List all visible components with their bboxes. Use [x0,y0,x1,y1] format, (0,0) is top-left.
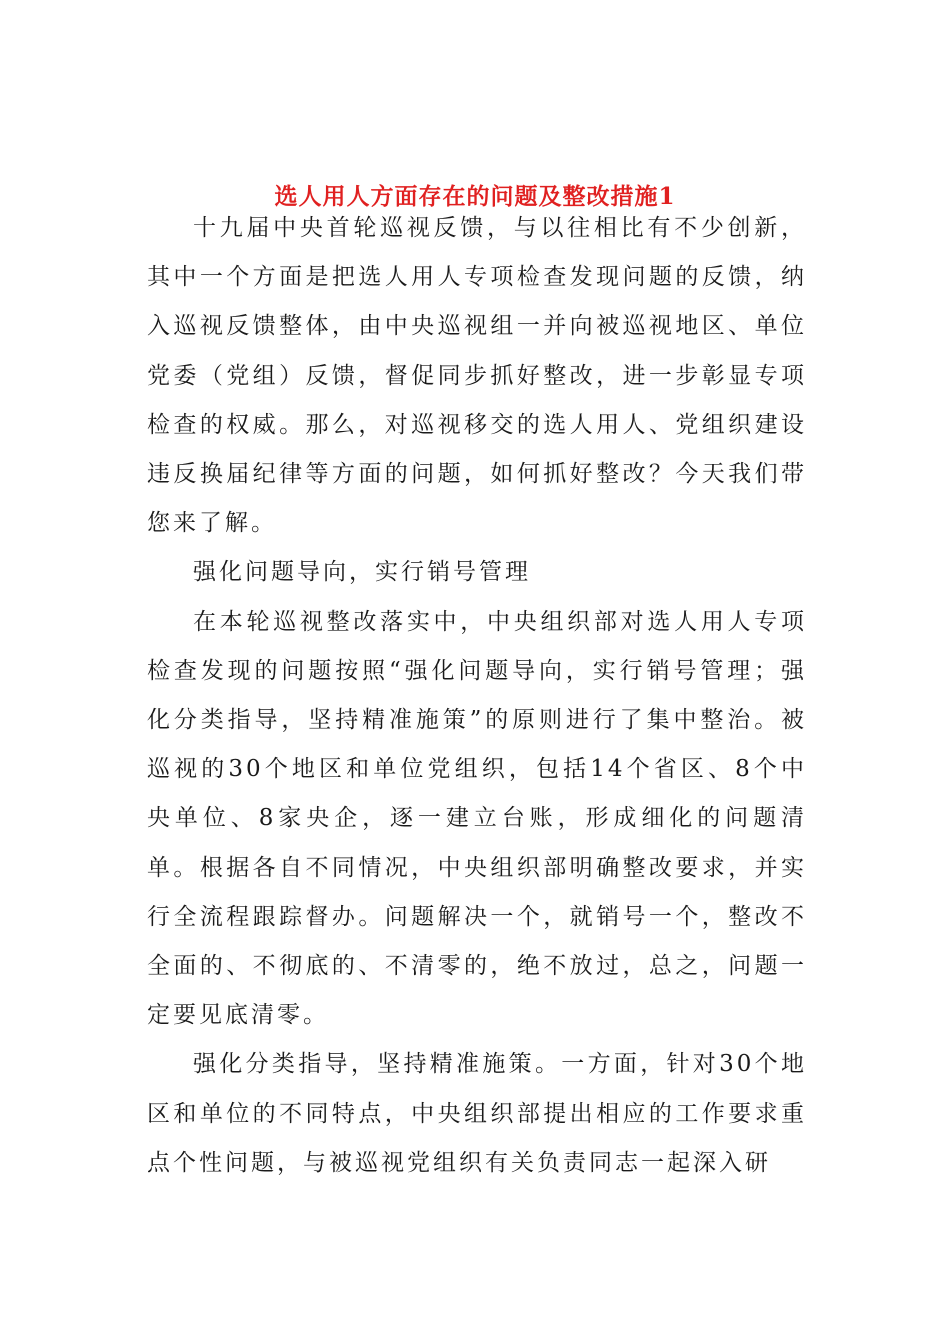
paragraph-intro: 十九届中央首轮巡视反馈，与以往相比有不少创新，其中一个方面是把选人用人专项检查发现问题的反馈，纳入巡视反馈整体，由中央巡视组一并向被巡视地区、单位党委（党组）反馈，督促同步抓好整改，进一步彰显专项检查的权威。那么，对巡视移交的选人用人、党组织建设违反换届纪律等方面的问题，如何抓好整改？今天我们带您来了解。 [147,215,807,537]
paragraph-classified-guidance: 强化分类指导，坚持精准施策。一方面，针对30个地区和单位的不同特点，中央组织部提出相应的工作要求重点个性问题，与被巡视党组织有关负责同志一起深入研 [147,1051,807,1176]
paragraph-subheading: 强化问题导向，实行销号管理 [193,559,531,586]
document-body [147,204,807,1188]
paragraph-rectification: 在本轮巡视整改落实中，中央组织部对选人用人专项检查发现的问题按照“强化问题导向，实行销号管理；强化分类指导，坚持精准施策”的原则进行了集中整治。被巡视的30个地区和单位党组织，包括14个省区、8个中央单位、8家央企，逐一建立台账，形成细化的问题清单。根据各自不同情况，中央组织部明确整改要求，并实行全流程跟踪督办。问题解决一个，就销号一个，整改不全面的、不彻底的、不清零的，绝不放过，总之，问题一定要见底清零。 [147,608,807,1029]
document-title: 选人用人方面存在的问题及整改措施1 [274,183,676,210]
